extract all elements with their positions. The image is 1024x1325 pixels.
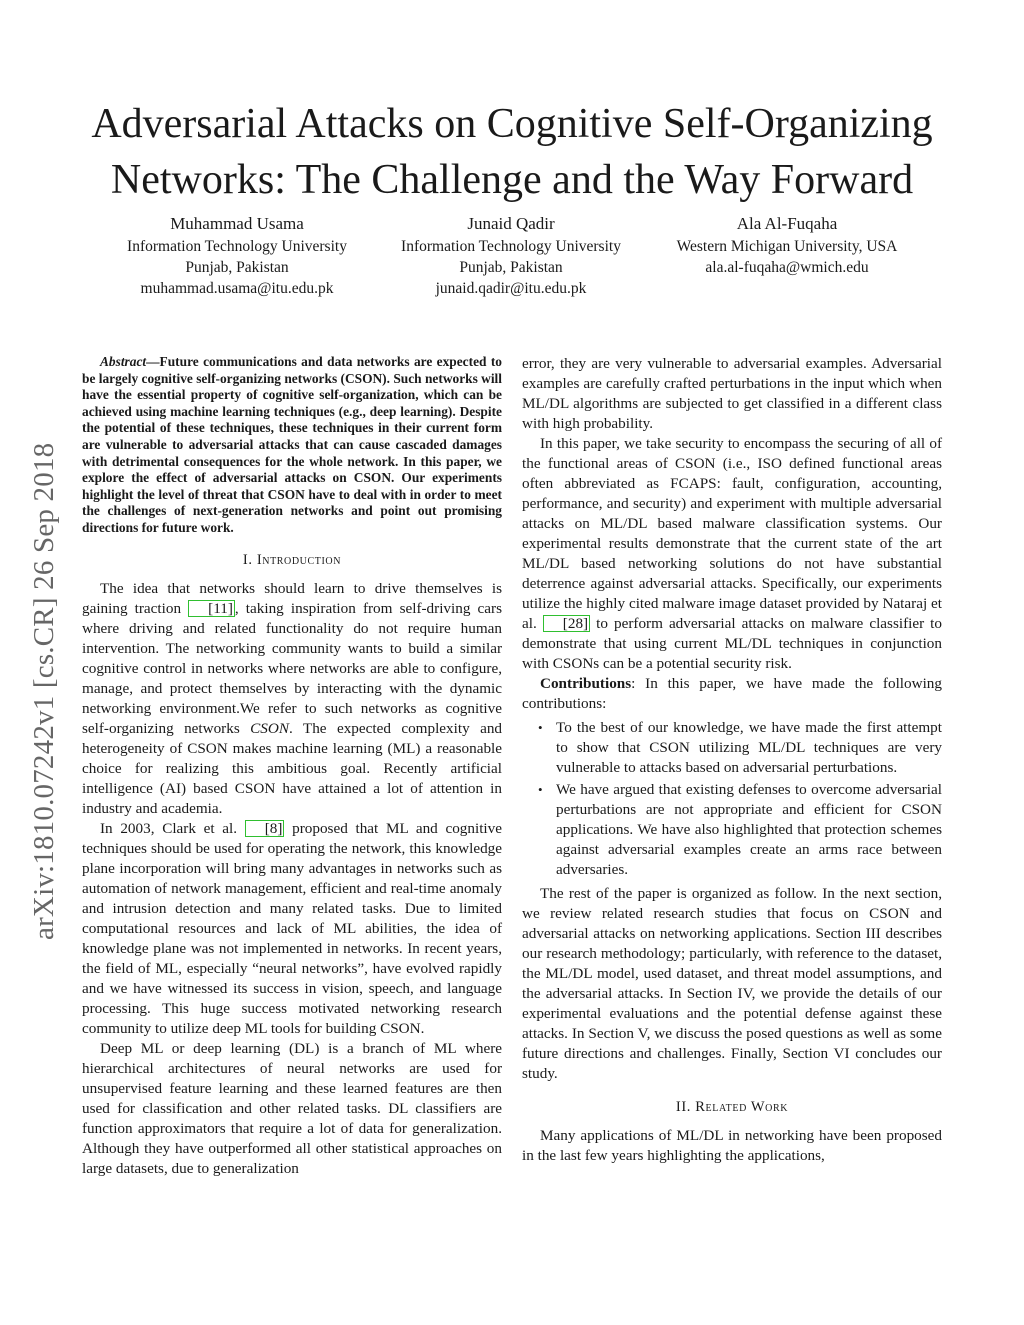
author-affiliation: Information Technology University [127,238,347,255]
author-name: Muhammad Usama [170,214,304,233]
bullet-icon: • [538,720,543,735]
section-heading-introduction [82,552,502,569]
arxiv-identifier: arXiv:1810.07242v1 [cs.CR] 26 Sep 2018 [28,442,60,940]
author-email: muhammad.usama@itu.edu.pk [140,280,334,297]
paragraph-text: The idea that networks should learn to drive themselves is gaining traction [82,579,502,617]
author-email: junaid.qadir@itu.edu.pk [435,280,587,297]
paragraph-text: : In this paper, we have made the following contributions: [522,675,942,712]
paragraph [522,434,942,674]
author-1 [92,212,382,299]
bullet-icon: • [538,782,543,797]
author-block [100,212,924,302]
title-line-1: Adversarial Attacks on Cognitive Self-Organizing [91,101,933,147]
paragraph [82,579,502,819]
paragraph-text: , taking inspiration from self-driving cars where driving and related functionality do not require human intervention. The networking community wants to build a similar cognitive control in networks where networks are able to configure, manage, and protect themselves by interacting with the dynamic networking environment.We refer to such networks as cognitive self-organizing networks [82,599,502,737]
paragraph-text: In 2003, Clark et al. [100,819,245,837]
abstract-label: Abstract [100,354,147,369]
author-email: ala.al-fuqaha@wmich.edu [705,259,869,276]
author-3 [642,212,932,278]
paragraph-text: proposed that ML and cognitive techniques should be used for operating the network, this knowledge plane incorporation will bring many advantages in networks such as automation of network management, efficient and real-time anomaly and intrusion detection and many related tasks. Due to limited computational resources and lack of ML abilities, the idea of knowledge plane was not implemented in networks. In recent years, the field of ML, especially “neural networks”, have evolved rapidly and we have witnessed its success in vision, speech, and language processing. This huge success motivated networking research community to utilize deep ML tools for building CSON. [82,819,502,1037]
citation-link[interactable]: [11] [188,600,235,617]
section-title-text: Introduction [256,551,342,568]
abstract-text: —Future communications and data networks are expected to be largely cognitive self-organizing networks (CSON). Such networks will have the essential property of cognitive self-organization, which can be achieved using machine learning techniques (e.g., deep learning). Despite the potential of these techniques, these techniques in their current form are vulnerable to adversarial attacks that can cause cascaded damages with detrimental consequences for the whole network. In this paper, we explore the effect of adversarial attacks on CSON. Our experiments highlight the level of threat that CSON have to deal with in order to meet the challenges of next-generation networks and point out promising directions for future work. [82,354,502,535]
paragraph: error, they are very vulnerable to adversarial examples. Adversarial examples are carefully crafted perturbations in the input which when ML/DL algorithms are subjected to get classified in a different class with high probability. [522,355,942,432]
paragraph-text: In this paper, we take security to encompass the securing of all of the functional areas of CSON (i.e., ISO defined functional areas often abbreviated as FCAPS: fault, configuration, accounting, performance, and security) and experiment with multiple adversarial attacks on ML/DL based malware classification systems. Our experimental results demonstrate that the current state of the art ML/DL based networking solutions do not have substantial deterrence against adversarial attacks. Specifically, our experiments utilize the highly cited malware image dataset provided by Nataraj et al. [522,435,942,632]
section-title-text: Related Work [695,1099,789,1115]
paragraph-text: . The expected complexity and heterogeneity of CSON makes machine learning (ML) a reasonable choice for realizing this ambitious goal. Recently artificial intelligence (AI) based CSON have attained a lot of attention in industry and academia. [82,719,503,817]
author-location: Punjab, Pakistan [459,259,563,276]
title-line-2: Networks: The Challenge and the Way Forward [110,157,914,203]
list-item [538,718,942,778]
paragraph [522,674,942,714]
citation-link[interactable]: [28] [543,615,590,632]
contributions-label: Contributions [540,675,632,692]
section-number: II. [675,1099,692,1115]
paragraph-text: to perform adversarial attacks on malware classifier to demonstrate that using current ML/DL techniques in conjunction with CSONs can be a potential security risk. [522,615,942,672]
list-item-text: To the best of our knowledge, we have made the first attempt to show that CSON utilizing ML/DL techniques are very vulnerable to attacks based on adversarial perturbations. [556,719,942,776]
author-name: Ala Al-Fuqaha [736,214,838,233]
author-affiliation: Information Technology University [401,238,621,255]
section-heading-related-work [522,1099,942,1116]
right-column [522,354,942,1166]
emphasis-text: CSON [250,719,289,737]
paragraph: Deep ML or deep learning (DL) is a branch of ML where hierarchical architectures of neural networks are used for unsupervised feature learning and these learned features are then used for classification and other related tasks. DL classifiers are function approximators that require a lot of data for generalization. Although they have outperformed all other statistical approaches on large datasets, due to generalization [82,1039,502,1177]
paragraph: The rest of the paper is organized as follow. In the next section, we review related research studies that focus on CSON and adversarial attacks on networking applications. Section III describes our research methodology; particularly, with reference to the dataset, the ML/DL model, used dataset, and threat model assumptions, and the adversarial attacks. In Section IV, we provide the details of our experimental evaluations and the potential defense against these attacks. In Section V, we discuss the posed questions as well as some future directions and challenges. Finally, Section VI concludes our study. [522,885,942,1082]
paragraph: Many applications of ML/DL in networking have been proposed in the last few years highlighting the applications, [522,1127,942,1164]
list-item [538,780,942,880]
author-2 [366,212,656,299]
paper-title [60,96,964,208]
contributions-list [522,718,942,880]
citation-link[interactable]: [8] [245,820,285,837]
abstract [82,354,502,537]
left-column [82,354,502,1179]
list-item-text: We have argued that existing defenses to overcome adversarial perturbations are not appropriate and efficient for CSON applications. We have also highlighted that protection schemes against adversarial examples create an arms race between adversaries. [556,781,942,878]
author-affiliation: Western Michigan University, USA [676,238,898,255]
author-name: Junaid Qadir [467,214,555,233]
author-location: Punjab, Pakistan [185,259,289,276]
paragraph [82,819,502,1039]
section-number: I. [242,551,253,568]
